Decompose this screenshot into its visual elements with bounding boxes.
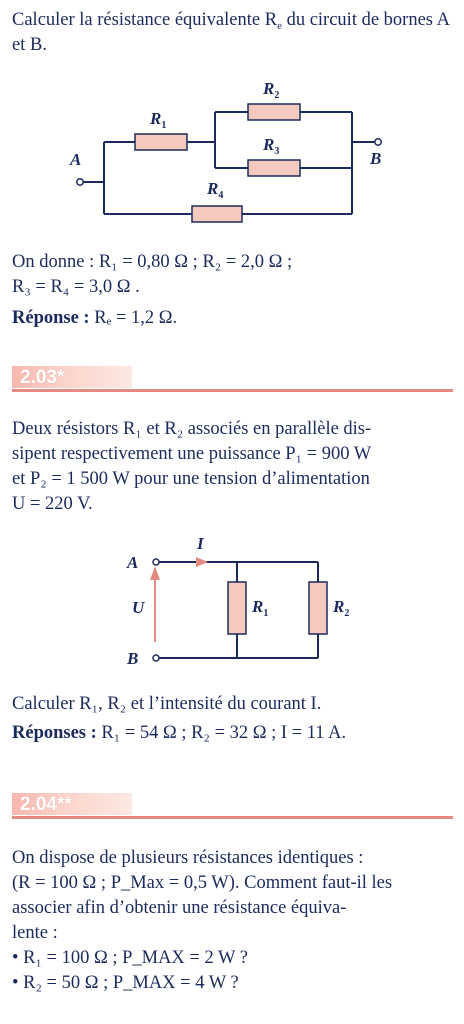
- statement-line: associer afin d’obtenir une résistance équiva-: [12, 898, 347, 918]
- label-r1: $R_1$: [150, 109, 167, 131]
- statement-line: U = 220 V.: [12, 494, 93, 514]
- label-r1: $R_1$: [252, 597, 269, 619]
- exercise-header-2-04: [12, 793, 132, 815]
- label-a: A: [70, 150, 82, 169]
- header-rule: [12, 816, 453, 819]
- label-u: U: [132, 598, 145, 617]
- data-line-1: On donne : R₁ = 0,80 Ω ; R₂ = 2,0 Ω ;: [12, 252, 293, 272]
- circuit-diagram-1: [0, 70, 464, 230]
- circuit-diagram-2: [0, 536, 464, 676]
- question-text: Calculer R₁, R₂ et l’intensité du courant I.: [12, 694, 322, 714]
- answer-label: Réponses :: [12, 723, 97, 743]
- label-r3: $R_3$: [263, 135, 280, 157]
- bullet-item: • R₁ = 100 Ω ; P_MAX = 2 W ?: [12, 948, 248, 968]
- statement-line: (R = 100 Ω ; P_Max = 0,5 W). Comment faut-il les: [12, 873, 393, 893]
- exercise-c-statement: [12, 846, 454, 996]
- resistor-r1: [135, 134, 187, 150]
- label-i: I: [197, 536, 204, 553]
- terminal-a: [153, 559, 159, 565]
- terminal-b: [375, 139, 381, 145]
- resistor-r3: [248, 160, 300, 176]
- terminal-a: [77, 179, 83, 185]
- statement-line: lente :: [12, 923, 58, 943]
- exercise-a-data: [12, 250, 454, 331]
- resistor-r2: [248, 104, 300, 120]
- current-arrow: [196, 557, 208, 567]
- exercise-b-question: [12, 692, 454, 746]
- statement-sub: e: [277, 20, 282, 32]
- label-r4: $R_4$: [207, 179, 224, 201]
- exercise-b-statement: [12, 417, 454, 517]
- exercise-a-statement: [12, 8, 454, 58]
- label-b: B: [370, 149, 382, 168]
- resistor-r4: [192, 206, 242, 222]
- label-b: B: [127, 649, 139, 668]
- statement-line: sipent respectivement une puissance P₁ = 900 W: [12, 444, 372, 464]
- exercise-header-2-03: [12, 366, 132, 388]
- exercise-number: 2.03*: [20, 367, 65, 388]
- data-line-2: R₃ = R₄ = 3,0 Ω .: [12, 277, 140, 297]
- statement-end: du circuit de bornes A et B.: [12, 10, 449, 55]
- statement-line: et P₂ = 1 500 W pour une tension d’alimentation: [12, 469, 370, 489]
- header-rule: [12, 389, 453, 392]
- statement-text: Calculer la résistance équivalente R: [12, 10, 278, 30]
- answer-value: R₁ = 54 Ω ; R₂ = 32 Ω ; I = 11 A.: [96, 723, 347, 743]
- resistor-r2: [309, 582, 327, 634]
- answer-label: Réponse :: [12, 308, 90, 328]
- statement-line: On dispose de plusieurs résistances identiques :: [12, 848, 364, 868]
- statement-line: Deux résistors R₁ et R₂ associés en parallèle dis-: [12, 419, 372, 439]
- voltage-arrow: [150, 566, 160, 580]
- resistor-r1: [228, 582, 246, 634]
- label-r2: $R_2$: [263, 79, 280, 101]
- label-a: A: [127, 553, 139, 572]
- exercise-number: 2.04**: [20, 794, 72, 815]
- terminal-b: [153, 655, 159, 661]
- label-r2: $R_2$: [333, 597, 350, 619]
- bullet-item: • R₂ = 50 Ω ; P_MAX = 4 W ?: [12, 973, 239, 993]
- answer-value: Rₑ = 1,2 Ω.: [89, 308, 178, 328]
